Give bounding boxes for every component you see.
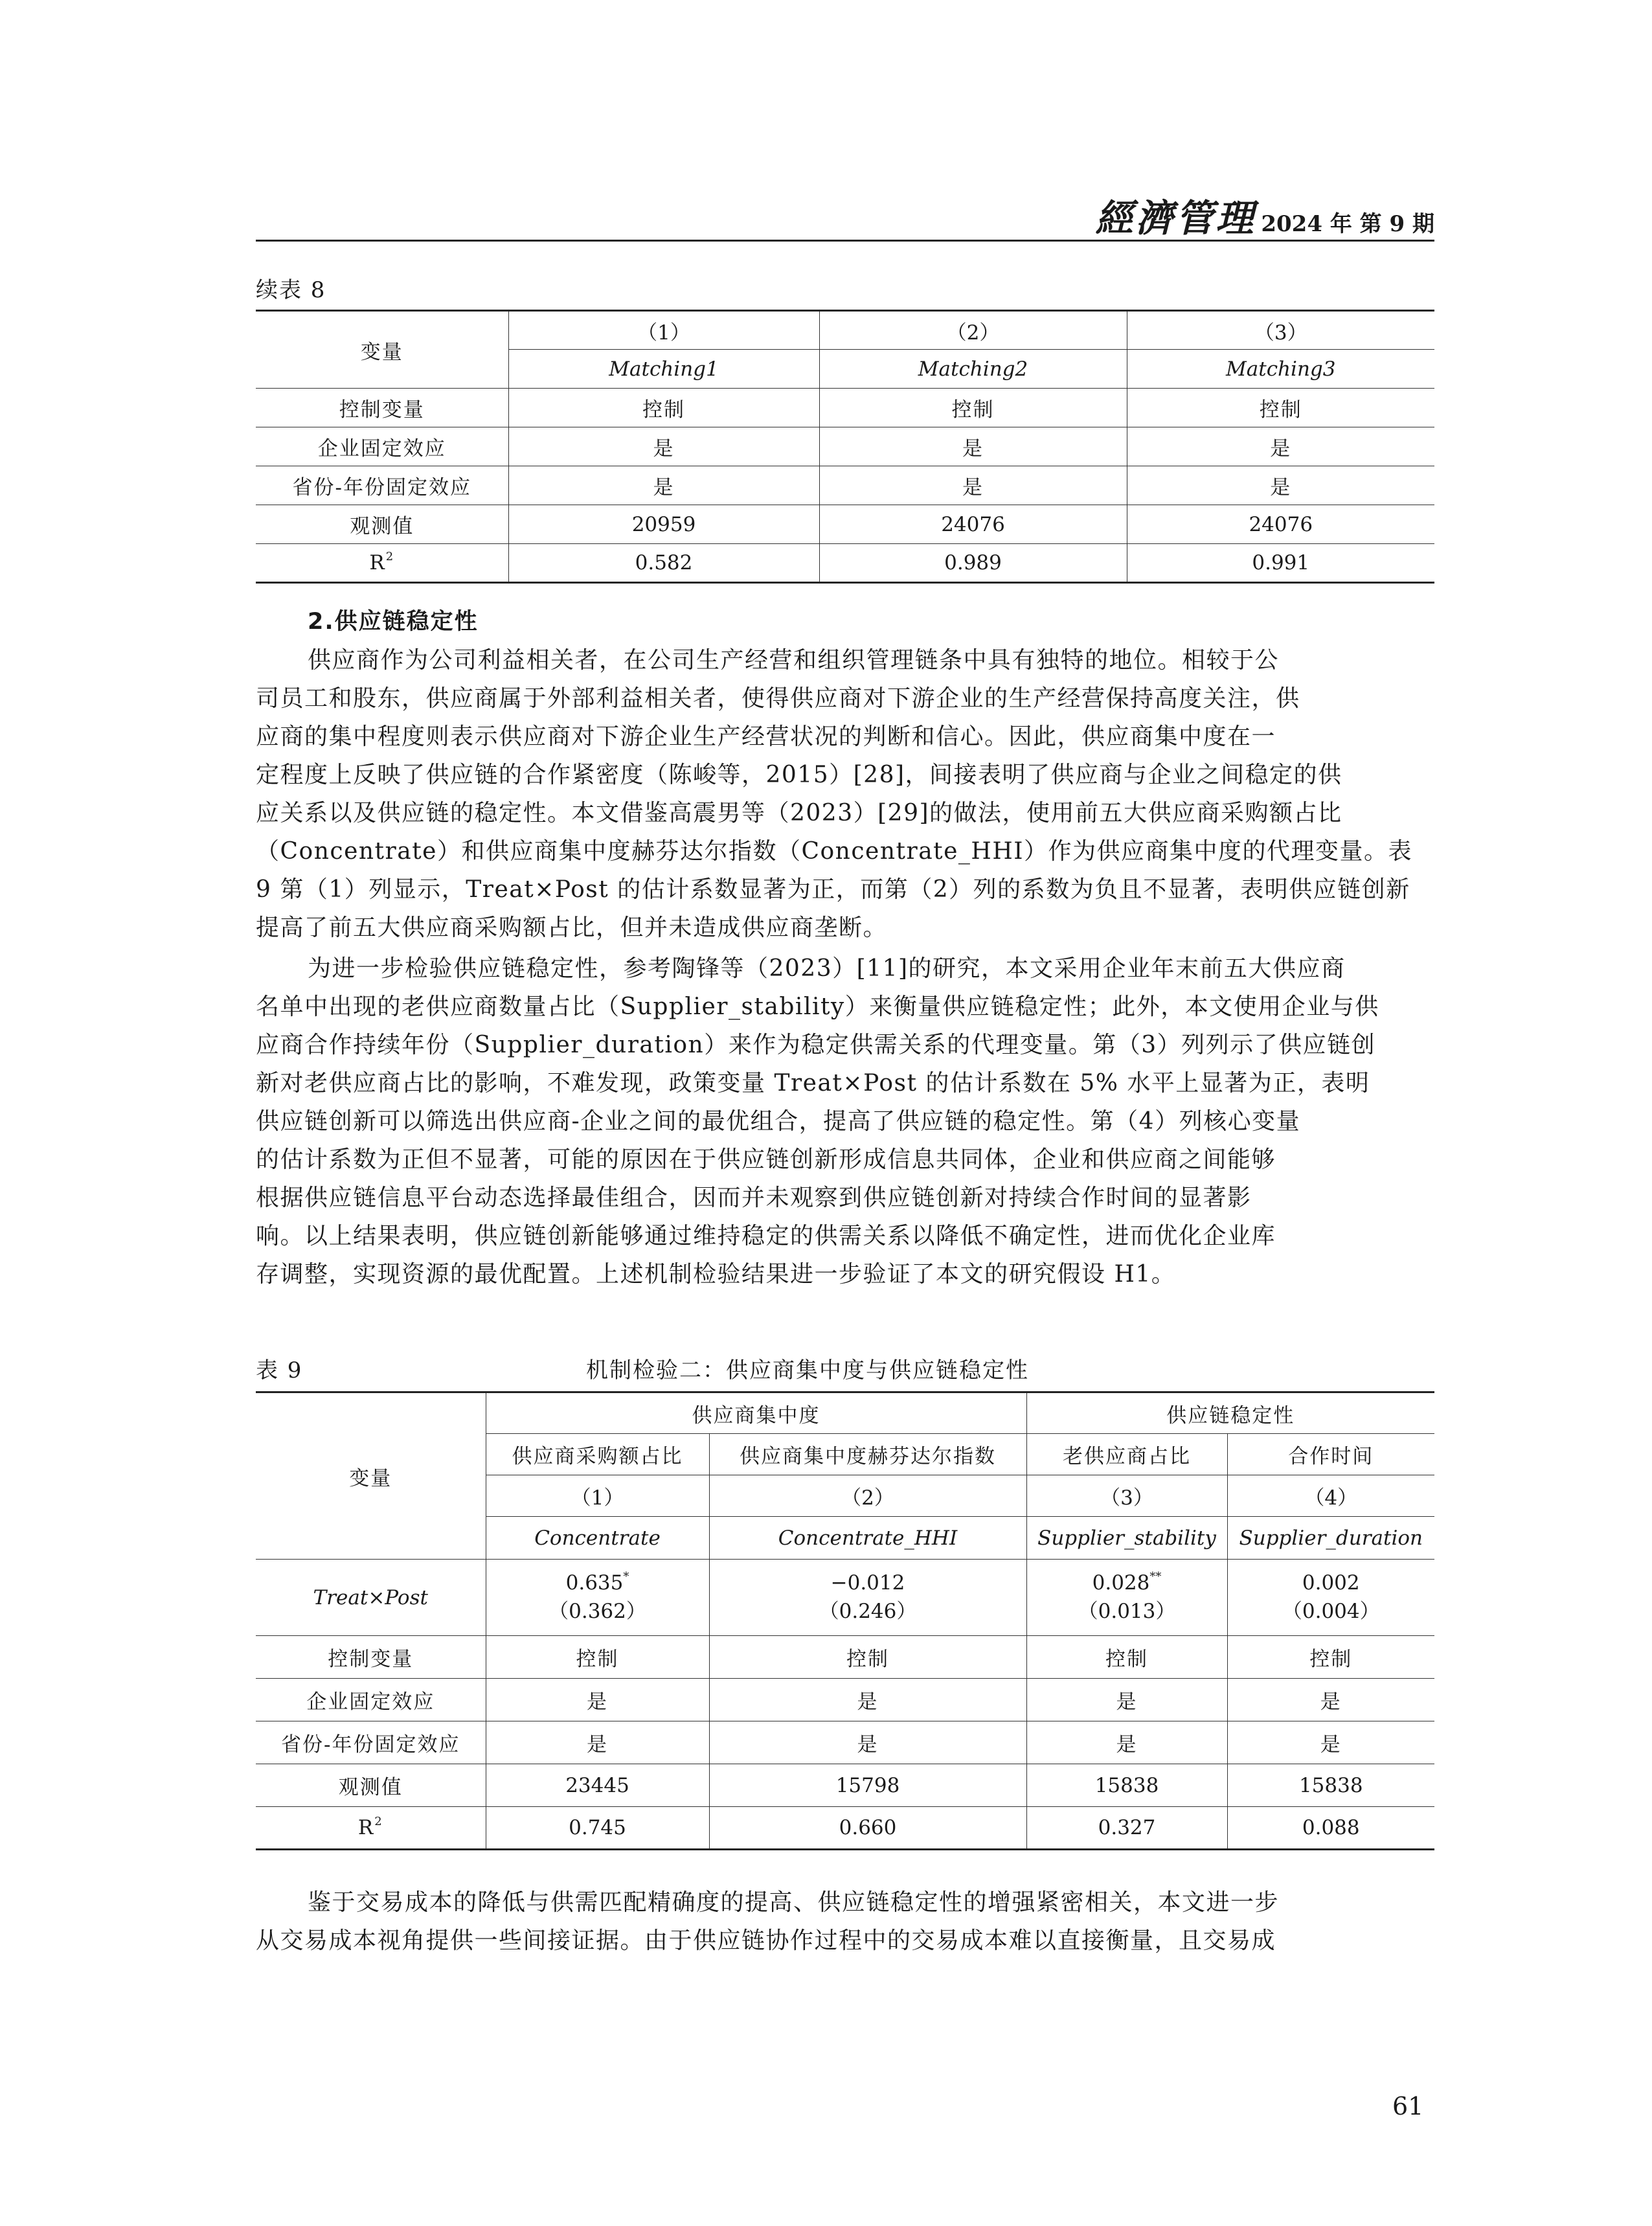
table8 xyxy=(256,310,1434,584)
cell: 是 xyxy=(508,466,819,505)
table-row xyxy=(256,1636,1434,1679)
row-label: 省份-年份固定效应 xyxy=(256,466,508,505)
cell: 是 xyxy=(486,1721,709,1764)
group-header: 供应商集中度 xyxy=(486,1392,1026,1434)
text-line: 9 第（1）列显示，Treat×Post 的估计系数显著为正，而第（2）列的系数为负且不显著，表明供应链创新 xyxy=(256,876,1410,903)
table-row xyxy=(256,389,1434,427)
superscript: 2 xyxy=(385,550,395,563)
cell: 控制 xyxy=(508,389,819,427)
cell: 15838 xyxy=(1227,1764,1434,1807)
text-line: 存调整，实现资源的最优配置。上述机制检验结果进一步验证了本文的研究假设 H1。 xyxy=(256,1261,1176,1288)
r-squared-symbol: R xyxy=(369,551,386,574)
coef-value: 0.002 xyxy=(1302,1571,1360,1595)
group-header: 供应链稳定性 xyxy=(1026,1392,1434,1434)
cell: 是 xyxy=(1026,1721,1227,1764)
table-row xyxy=(256,1679,1434,1721)
text-line: 名单中出现的老供应商数量占比（Supplier_stability）来衡量供应链稳定性；此外，本文使用企业与供 xyxy=(256,994,1379,1020)
table8-var-header: 变量 xyxy=(256,311,508,389)
table-row xyxy=(256,1721,1434,1764)
cell: 15838 xyxy=(1026,1764,1227,1807)
table8-colname: Matching1 xyxy=(508,350,819,389)
coef-cell xyxy=(486,1560,709,1636)
row-label: 观测值 xyxy=(256,505,508,544)
running-header xyxy=(256,188,1434,242)
row-label: 控制变量 xyxy=(256,1636,486,1679)
cell: 0.327 xyxy=(1026,1807,1227,1850)
std-error: （0.004） xyxy=(1282,1600,1380,1623)
text-line: 应关系以及供应链的稳定性。本文借鉴高震男等（2023）[29]的做法，使用前五大供应商采购额占比 xyxy=(256,800,1342,826)
cell: 0.991 xyxy=(1127,544,1434,583)
table-row xyxy=(256,1807,1434,1850)
journal-name: 經濟管理 xyxy=(1095,196,1256,240)
text-line: 响。以上结果表明，供应链创新能够通过维持稳定的供需关系以降低不确定性，进而优化企业库 xyxy=(256,1223,1276,1249)
col-desc: 合作时间 xyxy=(1227,1434,1434,1475)
row-label: 企业固定效应 xyxy=(256,1679,486,1721)
cell: 控制 xyxy=(1127,389,1434,427)
coef-value: −0.012 xyxy=(830,1571,905,1595)
col-number: （3） xyxy=(1026,1475,1227,1517)
text-line: 从交易成本视角提供一些间接证据。由于供应链协作过程中的交易成本难以直接衡量，且交易成 xyxy=(256,1927,1276,1954)
cell: 0.582 xyxy=(508,544,819,583)
cell: 是 xyxy=(1026,1679,1227,1721)
page-number: 61 xyxy=(1392,2092,1424,2120)
col-number: （4） xyxy=(1227,1475,1434,1517)
significance-stars: * xyxy=(623,1570,629,1584)
row-label: 省份-年份固定效应 xyxy=(256,1721,486,1764)
col-number: （1） xyxy=(486,1475,709,1517)
cell: 24076 xyxy=(1127,505,1434,544)
cell: 20959 xyxy=(508,505,819,544)
text-line: 鉴于交易成本的降低与供需匹配精确度的提高、供应链稳定性的增强紧密相关，本文进一步 xyxy=(308,1889,1280,1916)
text-line: 供应链创新可以筛选出供应商-企业之间的最优组合，提高了供应链的稳定性。第（4）列核心变量 xyxy=(256,1108,1301,1135)
table8-colname: Matching2 xyxy=(819,350,1127,389)
text-line: （Concentrate）和供应商集中度赫芬达尔指数（Concentrate_HHI）作为供应商集中度的代理变量。表 xyxy=(256,838,1412,865)
table9 xyxy=(256,1391,1434,1850)
std-error: （0.013） xyxy=(1078,1600,1176,1623)
cell: 是 xyxy=(508,427,819,466)
cell: 是 xyxy=(709,1721,1026,1764)
journal-issue: 2024 年 第 9 期 xyxy=(1261,211,1434,237)
cell: 0.088 xyxy=(1227,1807,1434,1850)
table-row xyxy=(256,1560,1434,1636)
treat-post-label: Treat×Post xyxy=(256,1560,486,1636)
cell: 23445 xyxy=(486,1764,709,1807)
row-label: 控制变量 xyxy=(256,389,508,427)
superscript: 2 xyxy=(374,1815,383,1828)
coef-value: 0.028 xyxy=(1092,1571,1150,1595)
table8-colname: Matching3 xyxy=(1127,350,1434,389)
col-name: Supplier_stability xyxy=(1026,1517,1227,1560)
table8-colnum: （1） xyxy=(508,311,819,350)
table9-label: 表 9 xyxy=(256,1357,303,1383)
text-line: 司员工和股东，供应商属于外部利益相关者，使得供应商对下游企业的生产经营保持高度关注，供 xyxy=(256,685,1300,712)
cell: 15798 xyxy=(709,1764,1026,1807)
table9-var-header: 变量 xyxy=(256,1392,486,1560)
cell: 控制 xyxy=(1026,1636,1227,1679)
table8-colnum: （3） xyxy=(1127,311,1434,350)
table-row xyxy=(256,427,1434,466)
text-line: 新对老供应商占比的影响，不难发现，政策变量 Treat×Post 的估计系数在 5% 水平上显著为正，表明 xyxy=(256,1070,1370,1096)
paragraph xyxy=(256,641,1434,947)
coef-cell xyxy=(1227,1560,1434,1636)
cell: 24076 xyxy=(819,505,1127,544)
col-number: （2） xyxy=(709,1475,1026,1517)
text-line: 应商合作持续年份（Supplier_duration）来作为稳定供需关系的代理变量。第（3）列列示了供应链创 xyxy=(256,1032,1376,1058)
row-label xyxy=(256,1807,486,1850)
text-line: 供应商作为公司利益相关者，在公司生产经营和组织管理链条中具有独特的地位。相较于公 xyxy=(308,647,1280,674)
cell: 控制 xyxy=(1227,1636,1434,1679)
row-label: 企业固定效应 xyxy=(256,427,508,466)
cell: 是 xyxy=(486,1679,709,1721)
text-line: 的估计系数为正但不显著，可能的原因在于供应链创新形成信息共同体，企业和供应商之间能够 xyxy=(256,1146,1276,1173)
col-name: Supplier_duration xyxy=(1227,1517,1434,1560)
cell: 是 xyxy=(1227,1679,1434,1721)
table9-title: 机制检验二：供应商集中度与供应链稳定性 xyxy=(586,1357,1029,1383)
text-line: 根据供应链信息平台动态选择最佳组合，因而并未观察到供应链创新对持续合作时间的显著影 xyxy=(256,1185,1252,1211)
journal-masthead xyxy=(1095,188,1434,242)
std-error: （0.362） xyxy=(549,1600,646,1623)
cell: 0.660 xyxy=(709,1807,1026,1850)
col-name: Concentrate xyxy=(486,1517,709,1560)
table8-colnum: （2） xyxy=(819,311,1127,350)
coef-value: 0.635 xyxy=(565,1571,624,1595)
significance-stars: ** xyxy=(1149,1570,1162,1584)
row-label: 观测值 xyxy=(256,1764,486,1807)
r-squared-symbol: R xyxy=(357,1816,375,1839)
text-line: 为进一步检验供应链稳定性，参考陶锋等（2023）[11]的研究，本文采用企业年末前五大供应商 xyxy=(308,955,1346,982)
paragraph xyxy=(256,1883,1434,1960)
table8-caption: 续表 8 xyxy=(256,277,326,303)
cell: 是 xyxy=(819,427,1127,466)
cell: 0.989 xyxy=(819,544,1127,583)
col-desc: 供应商集中度赫芬达尔指数 xyxy=(709,1434,1026,1475)
text-line: 应商的集中程度则表示供应商对下游企业生产经营状况的判断和信心。因此，供应商集中度在一 xyxy=(256,723,1276,750)
coef-cell xyxy=(709,1560,1026,1636)
cell: 控制 xyxy=(819,389,1127,427)
cell: 是 xyxy=(1127,427,1434,466)
cell: 是 xyxy=(1227,1721,1434,1764)
table-row xyxy=(256,1764,1434,1807)
col-name: Concentrate_HHI xyxy=(709,1517,1026,1560)
table-row xyxy=(256,466,1434,505)
coef-cell xyxy=(1026,1560,1227,1636)
col-desc: 供应商采购额占比 xyxy=(486,1434,709,1475)
cell: 是 xyxy=(1127,466,1434,505)
text-line: 提高了前五大供应商采购额占比，但并未造成供应商垄断。 xyxy=(256,914,888,941)
table-row xyxy=(256,505,1434,544)
paragraph xyxy=(256,949,1434,1293)
cell: 控制 xyxy=(709,1636,1026,1679)
cell: 是 xyxy=(819,466,1127,505)
cell: 控制 xyxy=(486,1636,709,1679)
std-error: （0.246） xyxy=(819,1600,917,1623)
table-row xyxy=(256,544,1434,583)
section-title: 2.供应链稳定性 xyxy=(308,609,479,635)
col-desc: 老供应商占比 xyxy=(1026,1434,1227,1475)
cell: 0.745 xyxy=(486,1807,709,1850)
text-line: 定程度上反映了供应链的合作紧密度（陈峻等，2015）[28]，间接表明了供应商与企业之间稳定的供 xyxy=(256,762,1342,788)
row-label xyxy=(256,544,508,583)
cell: 是 xyxy=(709,1679,1026,1721)
